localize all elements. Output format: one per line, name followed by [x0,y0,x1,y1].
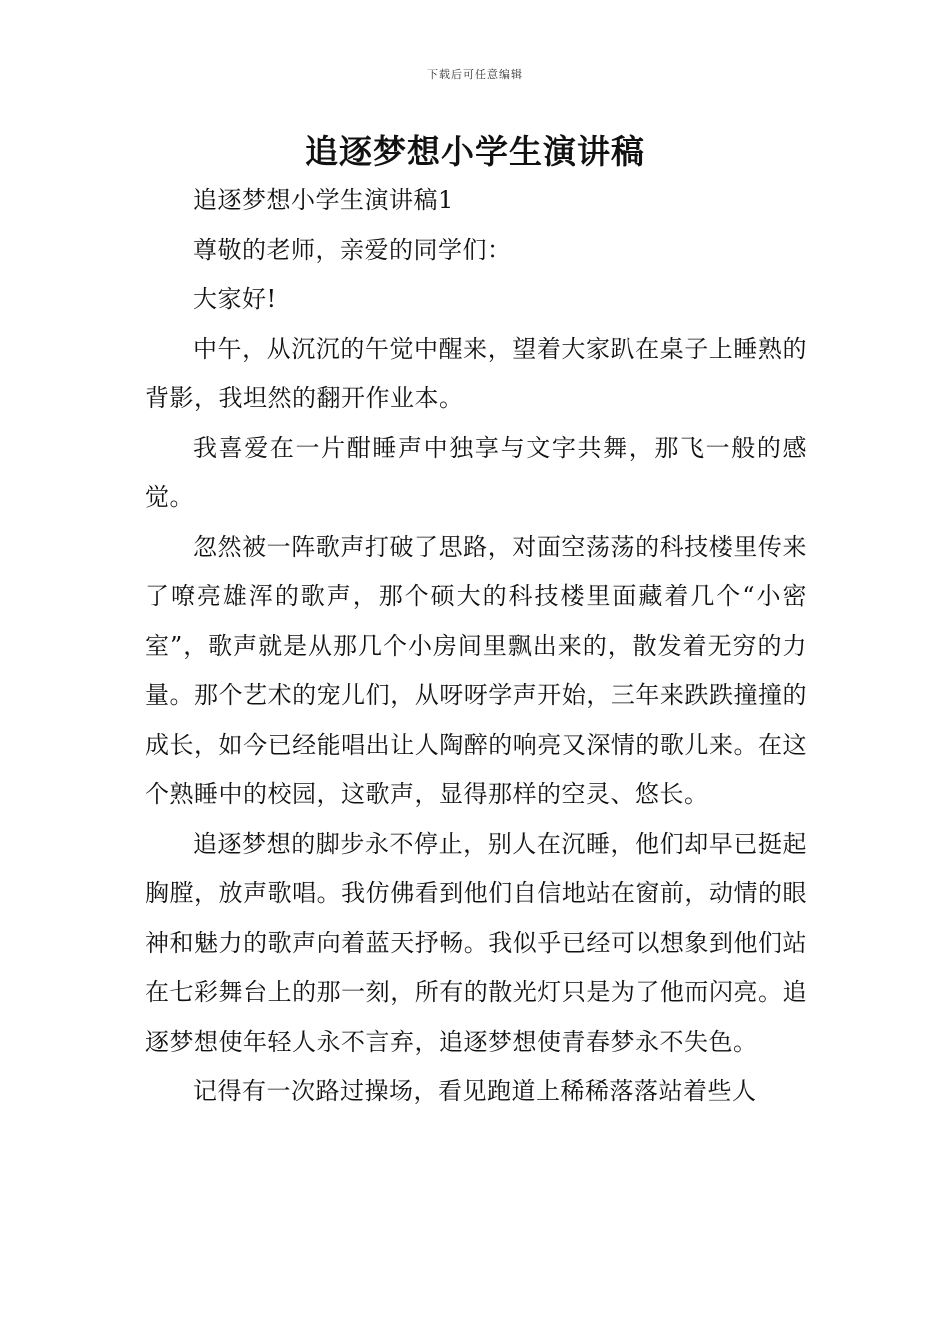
salutation: 尊敬的老师，亲爱的同学们： [193,235,512,264]
document-body [145,176,807,1117]
paragraph: 我喜爱在一片酣睡声中独享与文字共舞，那飞一般的感觉。 [145,433,807,511]
document-title: 追逐梦想小学生演讲稿 [305,132,645,171]
page-header-note: 下载后可任意编辑 [427,68,523,81]
paragraph: 记得有一次路过操场，看见跑道上稀稀落落站着些人 [193,1077,757,1105]
paragraph: 中午，从沉沉的午觉中醒来，望着大家趴在桌子上睡熟的背影，我坦然的翻开作业本。 [145,334,807,412]
greeting: 大家好! [193,285,277,313]
paragraph: 追逐梦想的脚步永不停止，别人在沉睡，他们却早已挺起胸膛，放声歌唱。我仿佛看到他们自信地站在窗前，动情的眼神和魅力的歌声向着蓝天抒畅。我似乎已经可以想象到他们站在七彩舞台上的那一刻，所有的散光灯只是为了他而闪亮。追逐梦想使年轻人永不言弃，追逐梦想使青春梦永不失色。 [145,829,807,1056]
paragraph: 忽然被一阵歌声打破了思路，对面空荡荡的科技楼里传来了嘹亮雄浑的歌声，那个硕大的科技楼里面藏着几个“小密室”，歌声就是从那几个小房间里飘出来的，散发着无穷的力量。那个艺术的宠儿们，从呀呀学声开始，三年来跌跌撞撞的成长，如今已经能唱出让人陶醉的响亮又深情的歌儿来。在这个熟睡中的校园，这歌声，显得那样的空灵、悠长。 [145,532,807,808]
section-subtitle: 追逐梦想小学生演讲稿1 [193,186,454,214]
